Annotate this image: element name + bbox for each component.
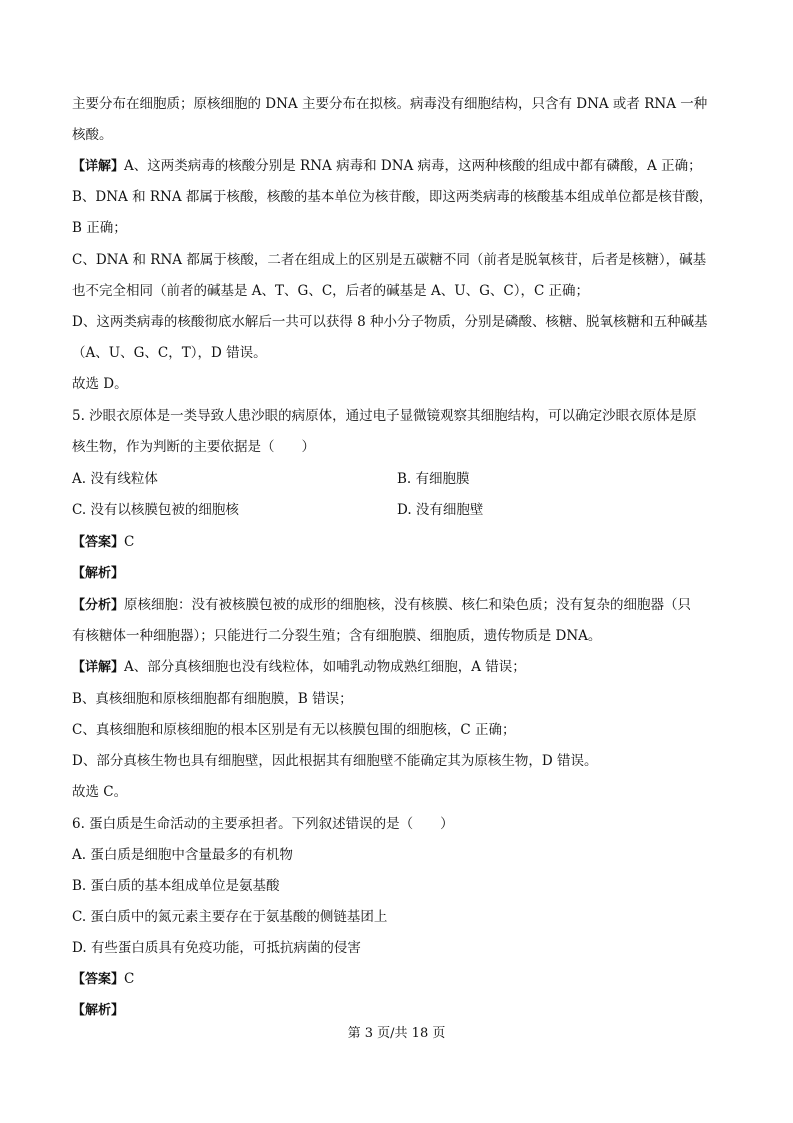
analysis-line bbox=[72, 1001, 732, 1020]
answer-value: C bbox=[124, 534, 135, 550]
text-line: 有核糖体一种细胞器）；只能进行二分裂生殖；含有细胞膜、细胞质，遗传物质是 DNA。 bbox=[72, 628, 602, 644]
section-tag: 【详解】 bbox=[72, 159, 125, 174]
text-line: 故选 D。 bbox=[72, 376, 128, 392]
answer-tag: 【答案】 bbox=[72, 972, 125, 987]
text-line: C、真核细胞和原核细胞的根本区别是有无以核膜包围的细胞核，C 正确； bbox=[72, 722, 516, 738]
text-line: 也不完全相同（前者的碱基是 A、T、G、C，后者的碱基是 A、U、G、C），C 正确； bbox=[72, 283, 590, 299]
option-d: D. 没有细胞壁 bbox=[397, 502, 484, 518]
analysis-tag: 【解析】 bbox=[72, 566, 125, 581]
option-a: A. 蛋白质是细胞中含量最多的有机物 bbox=[72, 847, 293, 863]
text-line bbox=[72, 596, 732, 615]
text-line: 核酸。 bbox=[72, 127, 113, 143]
text-line: C、DNA 和 RNA 都属于核酸，二者在组成上的区别是五碳糖不同（前者是脱氧核苷，后者是核糖），碱基 bbox=[72, 252, 707, 268]
page-number: 第 3 页/共 18 页 bbox=[347, 1026, 446, 1041]
option-c: C. 蛋白质中的氮元素主要存在于氨基酸的侧链基团上 bbox=[72, 909, 388, 925]
text-line bbox=[72, 157, 732, 176]
text-line: 故选 C。 bbox=[72, 784, 128, 800]
analysis-tag: 【解析】 bbox=[72, 1003, 125, 1018]
text-line: D、部分真核生物也具有细胞壁，因此根据其有细胞壁不能确定其为原核生物，D 错误。 bbox=[72, 753, 598, 769]
answer-tag: 【答案】 bbox=[72, 535, 125, 550]
option-d: D. 有些蛋白质具有免疫功能，可抵抗病菌的侵害 bbox=[72, 940, 361, 956]
text-line bbox=[72, 658, 732, 677]
section-tag: 【详解】 bbox=[72, 660, 125, 675]
section-tag: 【分析】 bbox=[72, 598, 125, 613]
question-5-stem: 核生物，作为判断的主要依据是（ ） bbox=[72, 439, 315, 455]
option-b: B. 有细胞膜 bbox=[397, 471, 470, 487]
question-5-stem: 5. 沙眼衣原体是一类导致人患沙眼的病原体，通过电子显微镜观察其细胞结构，可以确定沙眼衣原体是原 bbox=[72, 408, 697, 424]
analysis-line bbox=[72, 564, 732, 583]
answer-line bbox=[72, 533, 732, 552]
text-line: B、真核细胞和原核细胞都有细胞膜，B 错误； bbox=[72, 691, 353, 707]
option-a: A. 没有线粒体 bbox=[72, 471, 158, 487]
text-line: B、DNA 和 RNA 都属于核酸，核酸的基本单位为核苷酸，即这两类病毒的核酸基本组成单位都是核苷酸， bbox=[72, 189, 713, 205]
text-line: （A、U、G、C，T），D 错误。 bbox=[72, 345, 267, 361]
text-span: 原核细胞：没有被核膜包被的成形的细胞核，没有核膜、核仁和染色质；没有复杂的细胞器（只 bbox=[124, 597, 692, 613]
answer-line bbox=[72, 970, 732, 989]
text-line: B 正确； bbox=[72, 220, 127, 236]
option-b: B. 蛋白质的基本组成单位是氨基酸 bbox=[72, 878, 280, 894]
question-6-stem: 6. 蛋白质是生命活动的主要承担者。下列叙述错误的是（ ） bbox=[72, 816, 454, 832]
text-line: D、这两类病毒的核酸彻底水解后一共可以获得 8 种小分子物质，分别是磷酸、核糖、脱氧核糖和五种碱基 bbox=[72, 314, 708, 330]
text-line: 主要分布在细胞质；原核细胞的 DNA 主要分布在拟核。病毒没有细胞结构，只含有 DNA 或者 RNA 一种 bbox=[72, 96, 708, 112]
option-c: C. 没有以核膜包被的细胞核 bbox=[72, 502, 239, 518]
text-span: A、这两类病毒的核酸分别是 RNA 病毒和 DNA 病毒，这两种核酸的组成中都有磷酸，A 正确； bbox=[124, 158, 702, 174]
answer-value: C bbox=[124, 971, 135, 987]
text-span: A、部分真核细胞也没有线粒体，如哺乳动物成熟红细胞，A 错误； bbox=[124, 659, 526, 675]
